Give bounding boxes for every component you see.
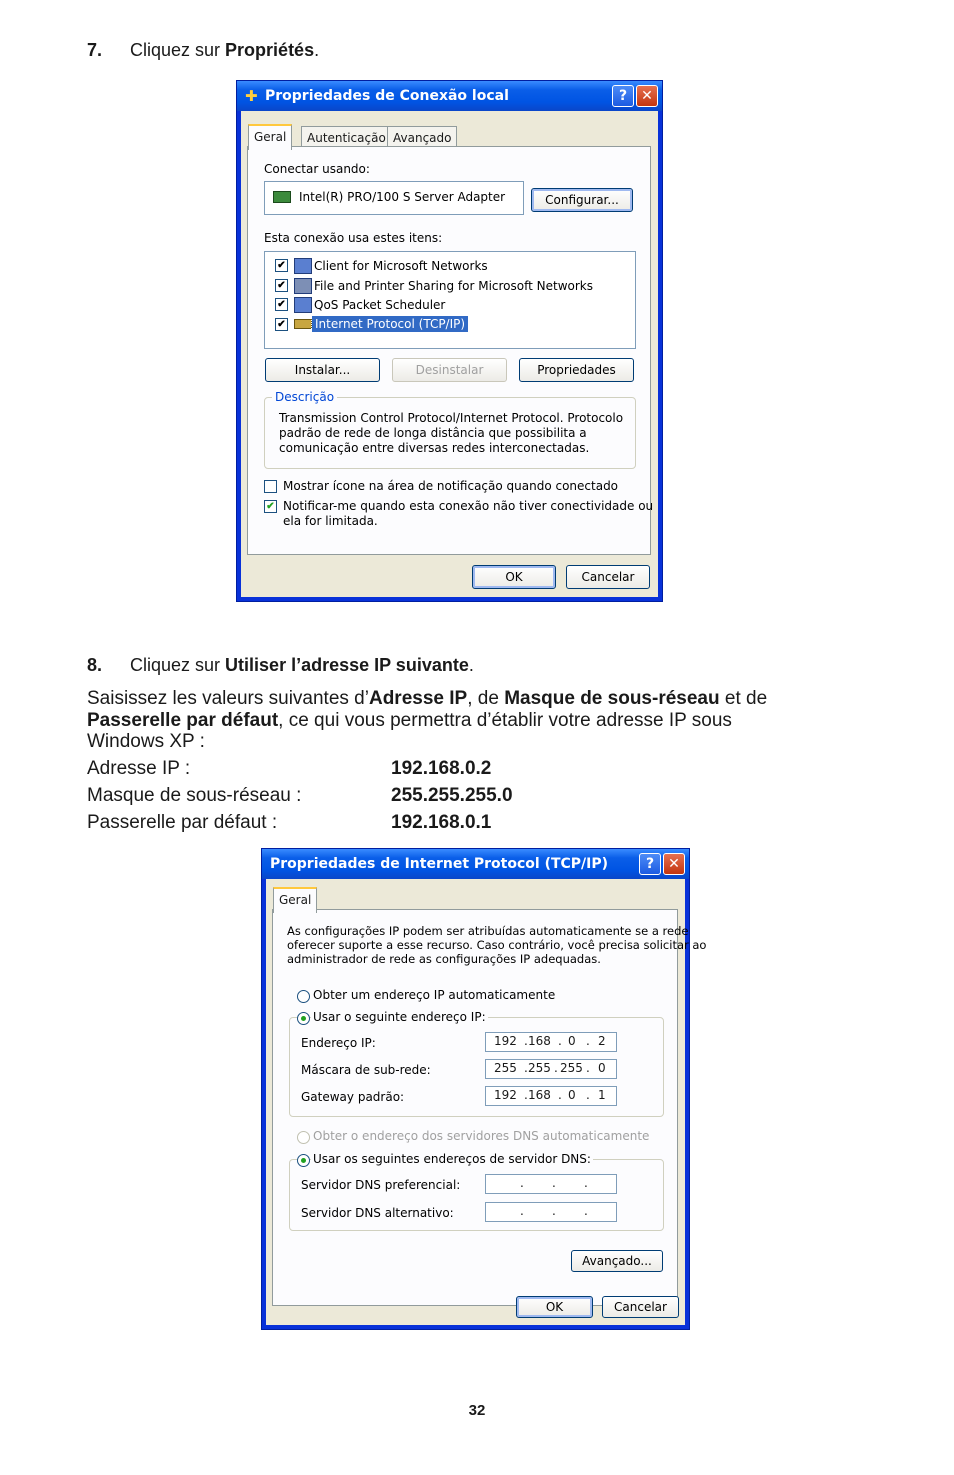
value-row: [87, 812, 492, 834]
close-button[interactable]: ✕: [663, 853, 685, 875]
ok-button[interactable]: OK: [516, 1296, 593, 1318]
value: 192.168.0.2: [391, 758, 492, 779]
printer-sharing-icon: [294, 278, 312, 294]
description-line: padrão de rede de longa distância que possibilita a: [279, 426, 587, 440]
page-number: 32: [468, 1402, 486, 1419]
title-bar[interactable]: [262, 849, 689, 879]
configure-button[interactable]: Configurar...: [531, 188, 633, 212]
manual-ip-label: Usar o seguinte endereço IP:: [313, 1010, 486, 1024]
dialog-title: Propriedades de Conexão local: [265, 88, 509, 104]
auto-dns-radio[interactable]: [297, 1131, 310, 1144]
show-icon-checkbox[interactable]: [264, 480, 277, 493]
cancel-button[interactable]: Cancelar: [602, 1296, 679, 1318]
manual-dns-label: Usar os seguintes endereços de servidor DNS:: [313, 1152, 591, 1166]
dialog-body: [266, 879, 707, 1325]
auto-ip-radio[interactable]: [297, 990, 310, 1003]
items-list: [264, 251, 636, 349]
list-item[interactable]: ✔ QoS Packet Scheduler: [273, 297, 623, 313]
qos-scheduler-icon: [294, 297, 312, 313]
intro-line: As configurações IP podem ser atribuídas automaticamente se a rede: [287, 924, 689, 938]
tab-authentication[interactable]: Autenticação: [301, 126, 392, 149]
list-item[interactable]: ✔ File and Printer Sharing for Microsoft Networks: [273, 278, 623, 294]
preferred-dns-field[interactable]: . . .: [485, 1174, 617, 1194]
ip-address-field[interactable]: 192 . 168 . 0 . 2: [485, 1032, 617, 1052]
value: 255.255.255.0: [391, 785, 513, 806]
title-bar[interactable]: [237, 81, 662, 111]
intro-line: oferecer suporte a esse recurso. Caso contrário, você precisa solicitar ao: [287, 938, 707, 952]
ip-address-label: Endereço IP:: [301, 1036, 376, 1050]
network-icon: ✚: [245, 87, 258, 105]
help-button[interactable]: ?: [639, 853, 661, 875]
preferred-dns-label: Servidor DNS preferencial:: [301, 1178, 461, 1192]
value-label: Passerelle par défaut :: [87, 812, 278, 833]
tab-advanced[interactable]: Avançado: [387, 126, 457, 149]
step-7: [0, 40, 954, 62]
close-button[interactable]: ✕: [636, 85, 658, 107]
connect-using-label: Conectar usando:: [264, 162, 370, 176]
step-number: 7.: [87, 40, 103, 60]
cancel-button[interactable]: Cancelar: [566, 565, 650, 589]
subnet-mask-field[interactable]: 255 . 255 . 255 . 0: [485, 1059, 617, 1079]
description-line: comunicação entre diversas redes interconectadas.: [279, 441, 590, 455]
ok-button[interactable]: OK: [472, 565, 556, 589]
adapter-name: Intel(R) PRO/100 S Server Adapter: [299, 190, 506, 204]
dialog-body: [241, 111, 658, 597]
adapter-field: [264, 181, 524, 215]
adapter-card-icon: [273, 191, 291, 203]
checkbox[interactable]: ✔: [275, 279, 288, 292]
items-label: Esta conexão usa estes itens:: [264, 231, 443, 245]
subnet-mask-label: Máscara de sub-rede:: [301, 1063, 431, 1077]
list-item-selected[interactable]: ✔ Internet Protocol (TCP/IP): [273, 316, 623, 334]
checkbox[interactable]: ✔: [275, 259, 288, 272]
tcpip-properties-dialog: [261, 848, 707, 1330]
local-connection-properties-dialog: [236, 80, 663, 602]
auto-dns-label: Obter o endereço dos servidores DNS automaticamente: [313, 1129, 650, 1143]
value: 192.168.0.1: [391, 812, 492, 833]
tab-panel: [247, 146, 654, 555]
step-text: Cliquez sur Propriétés.: [130, 40, 320, 60]
alternate-dns-label: Servidor DNS alternativo:: [301, 1206, 454, 1220]
description-line: Transmission Control Protocol/Internet Protocol. Protocolo: [279, 411, 624, 425]
gateway-label: Gateway padrão:: [301, 1090, 405, 1104]
description-label: Descrição: [272, 390, 337, 404]
install-button[interactable]: Instalar...: [265, 358, 380, 382]
alternate-dns-field[interactable]: . . .: [485, 1202, 617, 1222]
value-row: [87, 758, 492, 780]
manual-ip-radio[interactable]: [297, 1012, 310, 1025]
value-row: [87, 785, 513, 807]
auto-ip-label: Obter um endereço IP automaticamente: [313, 988, 556, 1002]
protocol-icon: [294, 319, 312, 329]
gateway-field[interactable]: 192 . 168 . 0 . 1: [485, 1086, 617, 1106]
intro-line: administrador de rede as configurações IP adequadas.: [287, 952, 601, 966]
step-number: 8.: [87, 655, 103, 675]
value-label: Masque de sous-réseau :: [87, 785, 302, 806]
instructions-paragraph: Saisissez les valeurs suivantes d’Adresse IP, de Masque de sous-réseau et de Passerelle par défaut, ce qui vous permettra d’établir votre adresse IP sous Windows XP :: [87, 688, 768, 752]
notify-label-cont: ela for limitada.: [283, 514, 378, 528]
dialog-title: Propriedades de Internet Protocol (TCP/IP): [270, 856, 609, 872]
notify-label: Notificar-me quando esta conexão não tiver conectividade ou: [283, 499, 654, 513]
help-button[interactable]: ?: [612, 85, 634, 107]
uninstall-button[interactable]: Desinstalar: [392, 358, 507, 382]
tab-general[interactable]: Geral: [273, 887, 317, 913]
properties-button[interactable]: Propriedades: [519, 358, 634, 382]
checkbox[interactable]: ✔: [275, 318, 288, 331]
tab-panel: [272, 909, 707, 1306]
advanced-button[interactable]: Avançado...: [571, 1250, 663, 1272]
step-text: Cliquez sur Utiliser l’adresse IP suivante.: [130, 655, 474, 675]
show-icon-label: Mostrar ícone na área de notificação quando conectado: [283, 479, 619, 493]
step-8: [0, 655, 954, 677]
value-label: Adresse IP :: [87, 758, 191, 779]
checkbox[interactable]: ✔: [275, 298, 288, 311]
notify-checkbox[interactable]: ✔: [264, 500, 277, 513]
network-client-icon: [294, 258, 312, 274]
list-item[interactable]: ✔ Client for Microsoft Networks: [273, 258, 623, 274]
manual-dns-radio[interactable]: [297, 1154, 310, 1167]
tab-general[interactable]: Geral: [248, 124, 292, 150]
